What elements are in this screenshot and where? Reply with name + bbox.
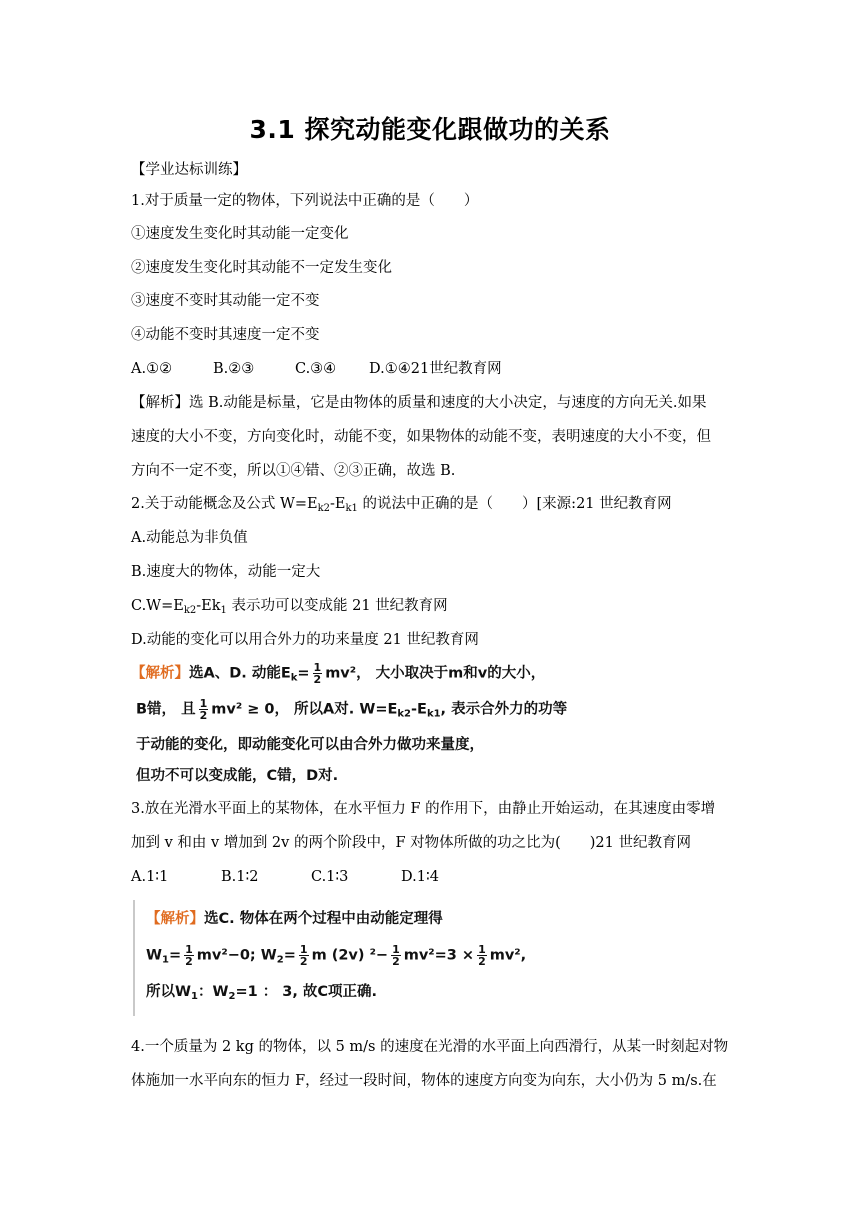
q1-item-1: ①速度发生变化时其动能一定变化 bbox=[131, 226, 349, 242]
q2-analysis-line-1: 【解析】选A、D. 动能$E_k=$ $\frac{1}{2}$ mv²， 大小取决于m和v的大小， bbox=[131, 661, 546, 686]
q2-option-a: A.动能总为非负值 bbox=[131, 530, 248, 546]
q1-analysis-line-3: 方向不一定不变，所以①④错、②③正确，故选 B. bbox=[131, 463, 456, 479]
q2-analysis-line-3: 于动能的变化，即动能变化可以由合外力做功来量度， bbox=[136, 737, 484, 753]
q2-option-b: B.速度大的物体，动能一定大 bbox=[131, 564, 321, 580]
q3-stem-line-2: 加到 v 和由 v 增加到 2v 的两个阶段中，F 对物体所做的功之比为( )21 世纪教育网 bbox=[131, 835, 691, 851]
q1-stem: 1.对于质量一定的物体，下列说法中正确的是（ ） bbox=[131, 193, 479, 209]
page-title: 3.1 探究动能变化跟做功的关系 bbox=[249, 115, 611, 144]
q3-analysis-line-1: 【解析】选C. 物体在两个过程中由动能定理得 bbox=[146, 911, 443, 927]
q1-option-c: C.③④ bbox=[295, 361, 337, 377]
q1-item-3: ③速度不变时其动能一定不变 bbox=[131, 293, 320, 309]
q4-line-1: 4.一个质量为 2 kg 的物体，以 5 m/s 的速度在光滑的水平面上向西滑行，从某一时刻起对物 bbox=[131, 1039, 729, 1055]
section-header: 【学业达标训练】 bbox=[131, 162, 247, 178]
q1-options bbox=[131, 359, 502, 379]
analysis-tag: 【解析】 bbox=[146, 911, 204, 927]
q2-analysis-line-2: B错， 且 $\frac{1}{2}$ mv² ≥ 0， 所以A对. $W=E_{k2}-E_{k1}$, 表示合外力的功等 bbox=[136, 697, 568, 722]
q1-analysis-line-2: 速度的大小不变，方向变化时，动能不变，如果物体的动能不变，表明速度的大小不变，但 bbox=[131, 429, 711, 445]
q3-option-d: D.1∶4 bbox=[401, 869, 439, 885]
q3-stem-line-1: 3.放在光滑水平面上的某物体，在水平恒力 F 的作用下，由静止开始运动，在其速度由零增 bbox=[131, 801, 716, 817]
q3-option-b: B.1∶2 bbox=[221, 869, 259, 885]
fraction: $\frac{1}{2}$ bbox=[299, 943, 308, 968]
q2-option-c: $C.W=E_{k2}-Ek_1$ 表示功可以变成能 21 世纪教育网 bbox=[131, 598, 448, 616]
fraction: $\frac{1}{2}$ bbox=[185, 943, 193, 968]
analysis-tag: 【解析】 bbox=[131, 665, 189, 682]
q1-option-a: A.①② bbox=[131, 361, 173, 377]
fraction: $\frac{1}{2}$ bbox=[392, 943, 400, 968]
q1-item-2: ②速度发生变化时其动能不一定发生变化 bbox=[131, 260, 392, 276]
q1-analysis-line-1: 【解析】选 B.动能是标量，它是由物体的质量和速度的大小决定，与速度的方向无关.如果 bbox=[131, 395, 707, 411]
q3-option-c: C.1∶3 bbox=[311, 869, 349, 885]
q1-item-4: ④动能不变时其速度一定不变 bbox=[131, 327, 320, 343]
q3-analysis-line-3: 所以$W_1$：$W_2=1$ ： 3, 故C项正确. bbox=[146, 984, 378, 1002]
q4-line-2: 体施加一水平向东的恒力 F，经过一段时间，物体的速度方向变为向东，大小仍为 5 m/s.在 bbox=[131, 1073, 717, 1089]
q3-option-a: A.1∶1 bbox=[131, 869, 169, 885]
q1-option-b: B.②③ bbox=[213, 361, 255, 377]
fraction: $\frac{1}{2}$ bbox=[313, 661, 322, 686]
fraction: $\frac{1}{2}$ bbox=[199, 697, 208, 722]
q1-option-d: D.①④21世纪教育网 bbox=[369, 361, 502, 377]
fraction: $\frac{1}{2}$ bbox=[478, 943, 486, 968]
quote-bar bbox=[133, 900, 135, 1016]
q2-stem: 2.关于动能概念及公式 $W=E_{k2}-E_{k1}$ 的说法中正确的是（ ）[来源:21 世纪教育网 bbox=[131, 496, 672, 514]
q2-analysis-line-4: 但功不可以变成能，C错，D对. bbox=[136, 768, 339, 784]
q3-analysis-line-2: $W_1=$ $\frac{1}{2}$ mv²−0; $W_2=$ $\frac{1}{2}$ m (2v) ²− $\frac{1}{2}$ mv²=3 × $\frac{1}{2}$ mv², bbox=[146, 943, 527, 968]
q3-options bbox=[131, 867, 439, 887]
q2-option-d: D.动能的变化可以用合外力的功来量度 21 世纪教育网 bbox=[131, 632, 479, 648]
